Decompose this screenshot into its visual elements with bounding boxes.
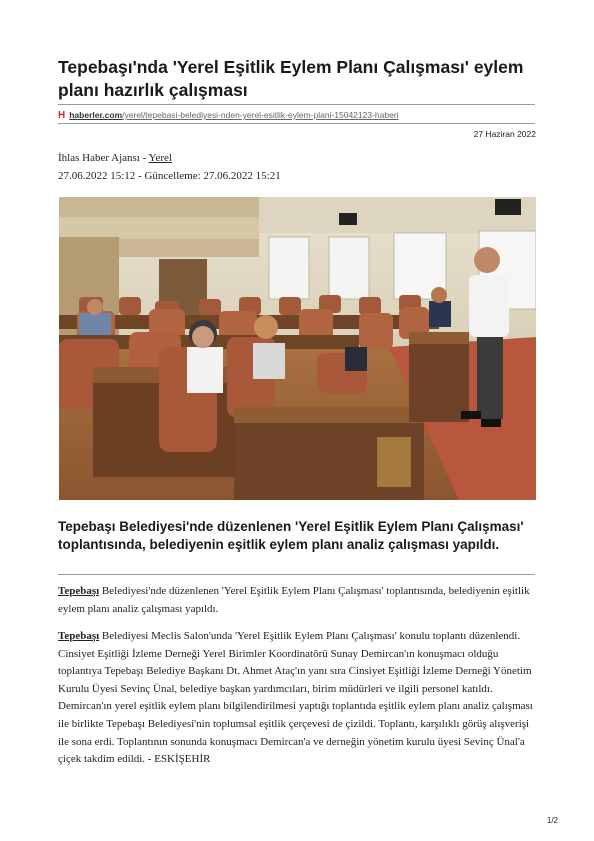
agency-name: İhlas Haber Ajansı -	[58, 152, 149, 164]
print-date: 27 Haziran 2022	[473, 129, 536, 139]
keyword-link[interactable]: Tepebaşı	[58, 585, 100, 597]
article-lead: Tepebaşı Belediyesi'nde düzenlenen 'Yerel Eşitlik Eylem Planı Çalışması' toplantısında, belediyenin eşitlik eylem planı analiz çalışması yapıldı.	[58, 519, 524, 552]
category-link[interactable]: Yerel	[148, 152, 172, 164]
timestamps: 27.06.2022 15:12 - Güncelleme: 27.06.2022 15:21	[58, 170, 281, 182]
keyword-link[interactable]: Tepebaşı	[58, 630, 100, 642]
paragraph-2	[58, 628, 536, 769]
source-divider	[58, 123, 535, 124]
article-photo	[59, 197, 536, 500]
lead-divider	[58, 574, 535, 575]
paragraph-text: Belediyesi'nde düzenlenen 'Yerel Eşitlik Eylem Planı Çalışması' toplantısında, belediyenin eşitlik eylem planı analiz çalışması yapıldı.	[58, 585, 530, 615]
page-number: 1/2	[546, 816, 558, 825]
haberler-logo-icon: H	[58, 110, 66, 121]
paragraph-text: Belediyesi Meclis Salon'unda 'Yerel Eşitlik Eylem Planı Çalışması' konulu toplantı düzenlendi. Cinsiyet Eşitliği İzleme Derneği Yerel Birimler Koordinatörü Sunay Demircan'ın konuşmacı olduğu toplantıya Tepebaşı Belediye Başkanı Dt. Ahmet Ataç'ın yanı sıra Cinsiyet Eşitliği İzleme Derneği Yönetim Kurulu Üyesi Sevinç Ünal, belediye başkan yardımcıları, birim müdürleri ve ilgili personel katıldı. Demircan'ın yerel eşitlik eylem planı bilgilendirilmesi yaptığı toplantıda eşitlik eylem planı analiz çalışması ile birlikte Tepebaşı Belediyesi'nin toplumsal eşitlik çerçevesi de çizildi. Toplantı, karşılıklı görüş alışverişi ile sona erdi. Toplantının sonunda konuşmacı Demircan'a ve derneğin yönetim kurulu üyesi Sevinç Ünal'a çiçek takdim edildi. - ESKİŞEHİR	[58, 630, 533, 766]
source-domain[interactable]: haberler.com	[69, 110, 123, 120]
article-title: Tepebaşı'nda 'Yerel Eşitlik Eylem Planı Çalışması' eylem planı hazırlık çalışması	[58, 57, 524, 100]
paragraph-1	[58, 583, 536, 618]
title-divider	[58, 104, 535, 105]
source-path[interactable]: /yerel/tepebasi-belediyesi-nden-yerel-esitlik-eylem-plani-15042123-haberi	[122, 110, 399, 120]
source-link[interactable]	[58, 110, 399, 121]
byline	[58, 152, 172, 164]
